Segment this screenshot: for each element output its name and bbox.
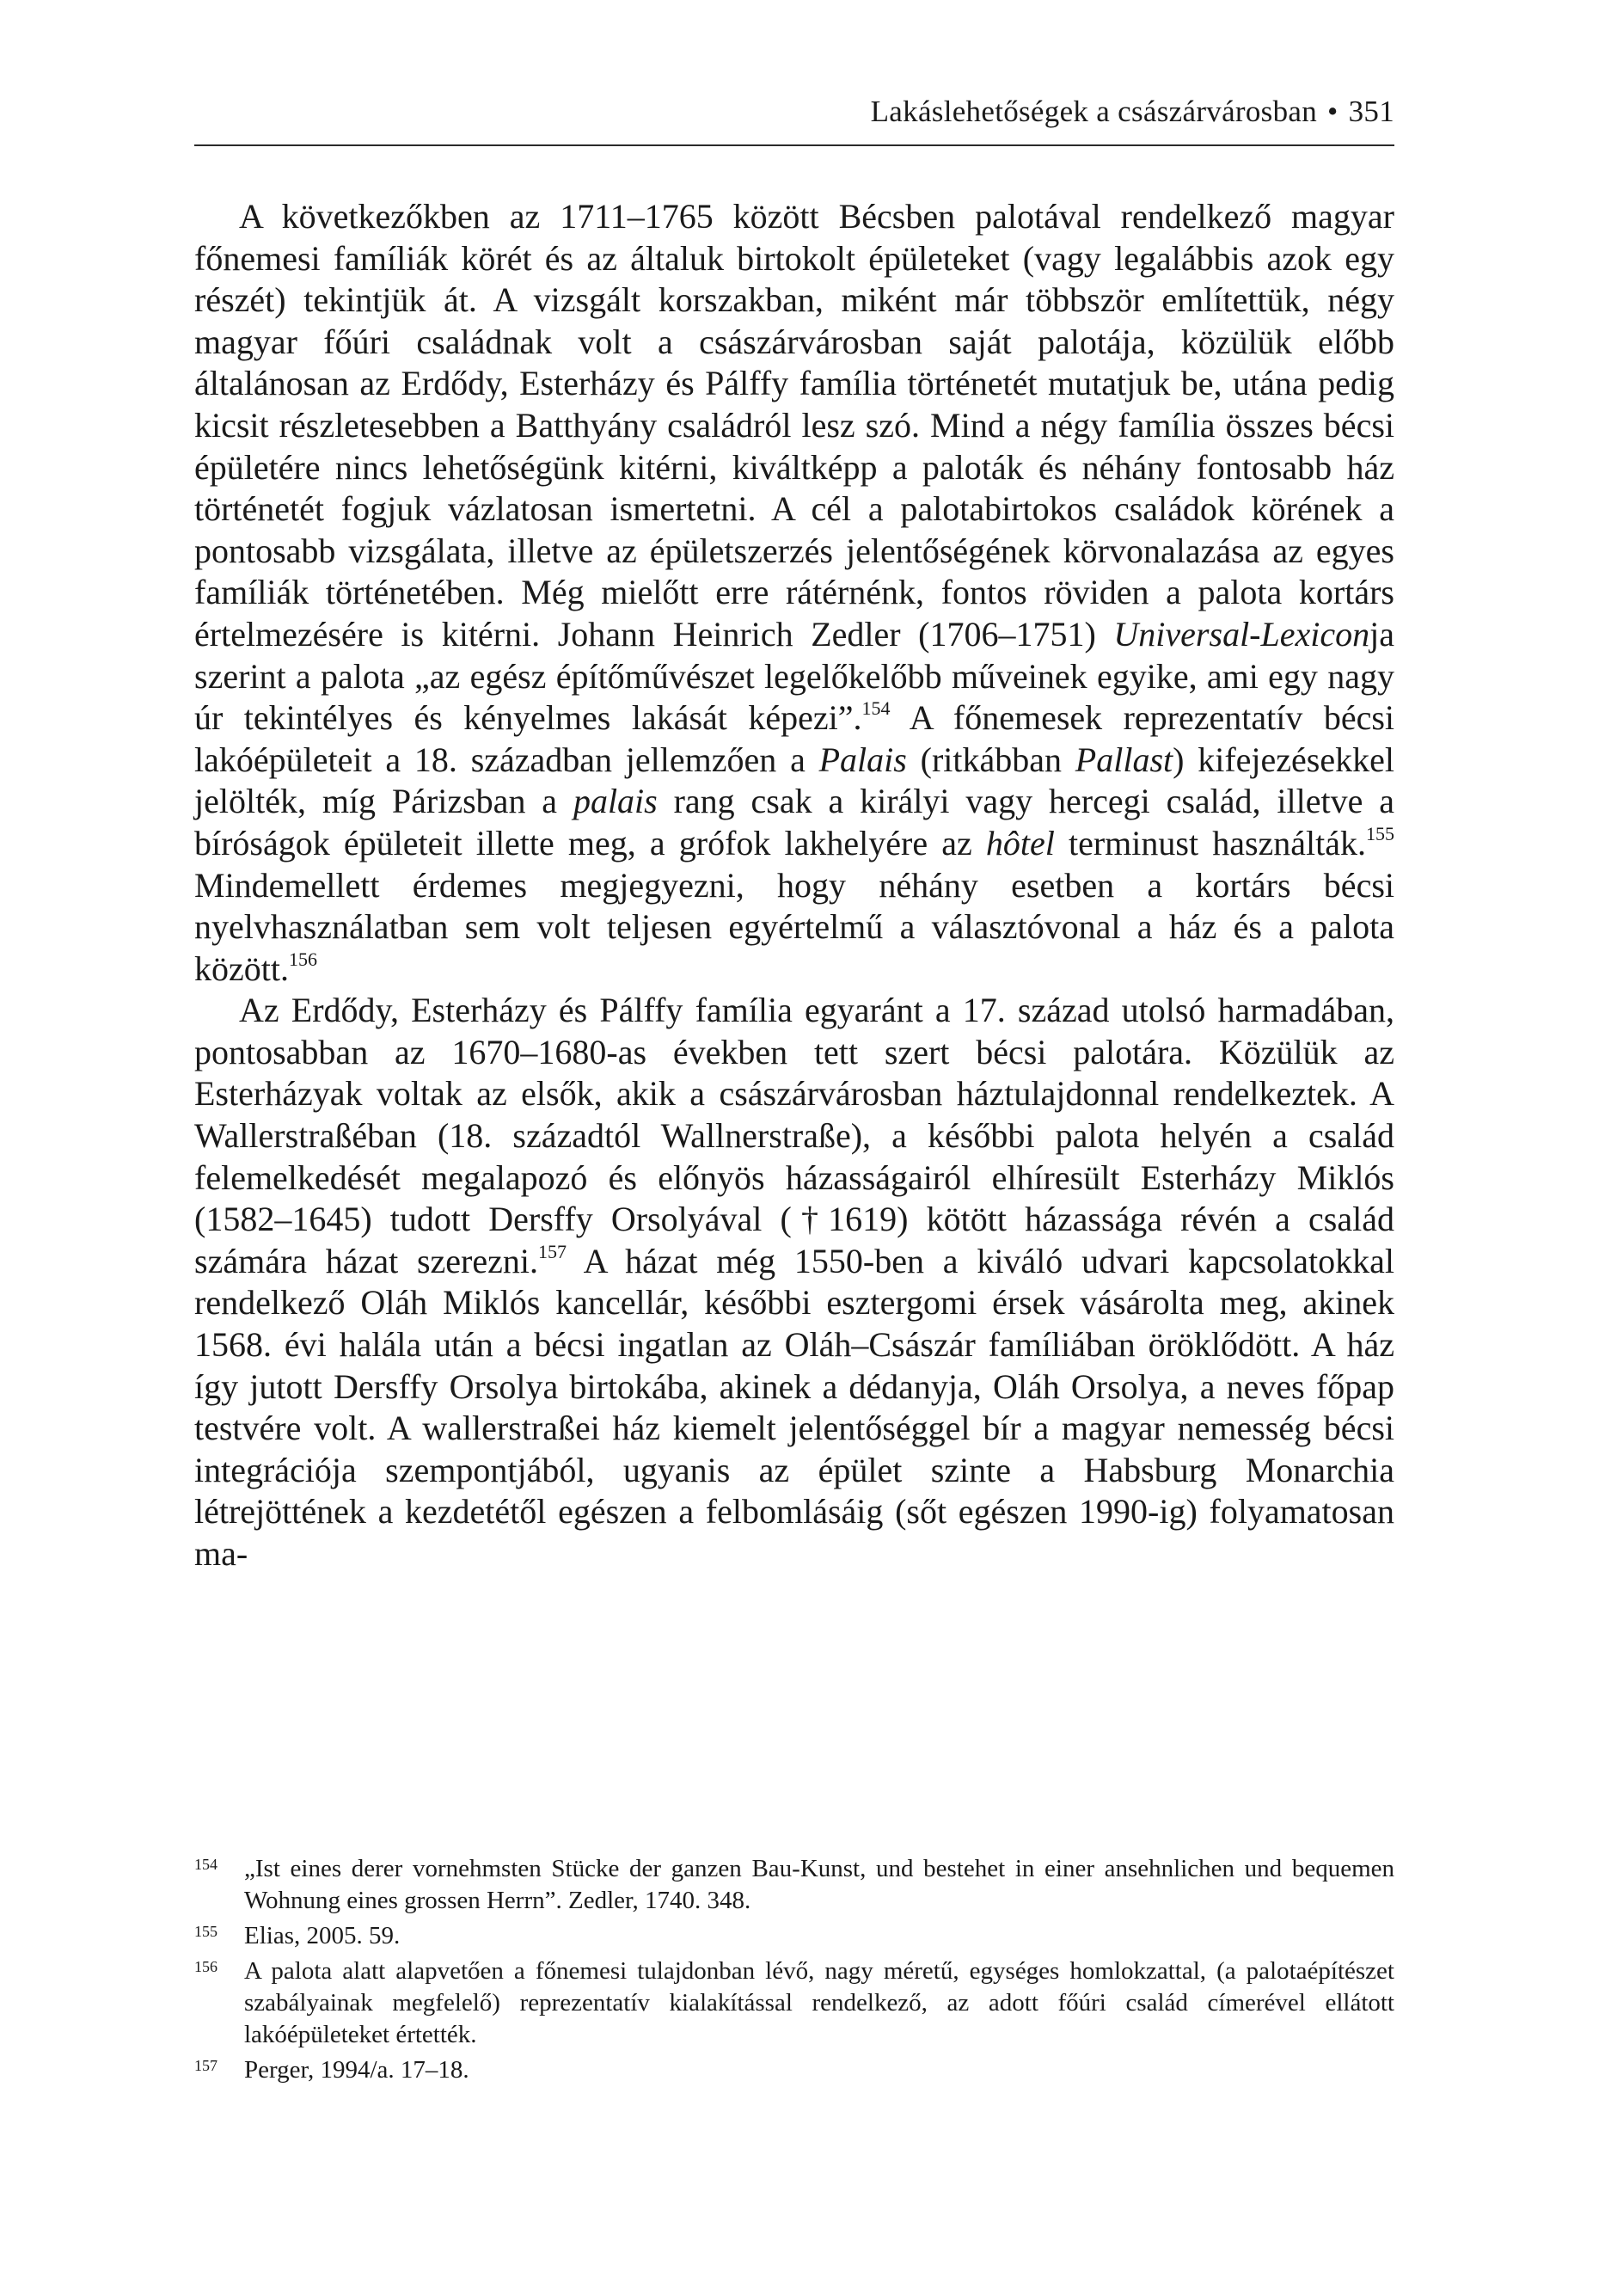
footnote-ref-157[interactable]: 157	[538, 1240, 567, 1262]
paragraph-1	[194, 196, 1394, 990]
footnote-154	[194, 1853, 1394, 1917]
p1-italic-lexicon: Universal-Lexicon	[1113, 614, 1370, 654]
p1-text-b-mid2: ) kifejezésekkel jelölték, míg Párizsban a	[194, 740, 1394, 821]
running-header	[194, 86, 1394, 146]
footnote-ref-156[interactable]: 156	[288, 948, 317, 970]
p1-text-c: Mindemellett érdemes megjegyezni, hogy néhány esetben a kortárs bécsi nyelvhasználatban sem volt teljesen egyértelmű a választóvonal a ház és a palota között.	[194, 865, 1394, 988]
p1-text-b-end: terminust használták.	[1054, 823, 1367, 863]
footnote-157	[194, 2054, 1394, 2086]
footnotes	[194, 1853, 1394, 2090]
footnote-ref-155[interactable]: 155	[1366, 822, 1395, 844]
p1-italic-palais-fr: palais	[573, 782, 658, 821]
footnote-155	[194, 1920, 1394, 1952]
p1-text-a: A következőkben az 1711–1765 között Bécsben palotával rendelkező magyar főnemesi famíliák körét és az általuk birtokolt épületeket (vagy legalábbis azok egy részét) tekintjük át. A vizsgált korszakban, miként már többször említettük, négy magyar főúri családnak volt a császárvárosban saját palotája, közülük előbb általánosan az Erdődy, Esterházy és Pálffy família történetét mutatjuk be, utána pedig kicsit részletesebben a Batthyány családról lesz szó. Mind a négy família összes bécsi épületére nincs lehetőségünk kitérni, kiváltképp a paloták és néhány fontosabb ház történetét fogjuk vázlatosan ismertetni. A cél a palotabirtokos családok körének a pontosabb vizsgálata, illetve az épületszerzés jelentőségének körvonalazása az egyes famíliák történetében. Még mielőtt erre rátérnénk, fontos röviden a palota kortárs értelmezésére is kitérni. Johann Heinrich Zedler (1706–1751)	[194, 197, 1394, 654]
header-title: Lakáslehetőségek a császárvárosban	[870, 95, 1318, 128]
p1-text-b-mid3: rang csak a királyi vagy hercegi család, illetve a bíróságok épületeit illette meg, a grófok lakhelyére az	[194, 782, 1394, 863]
footnote-156	[194, 1955, 1394, 2051]
footnote-text: Elias, 2005. 59.	[244, 1922, 401, 1949]
p1-italic-pallast: Pallast	[1075, 740, 1173, 779]
footnote-ref-154[interactable]: 154	[861, 697, 891, 720]
p1-italic-hotel: hôtel	[985, 823, 1055, 863]
header-bullet: •	[1327, 95, 1339, 128]
p1-text-b: A főnemesek reprezentatív bécsi lakóépületeit a 18. században jellemzően a	[194, 698, 1395, 779]
footnote-number: 156	[194, 1958, 217, 1975]
page-number: 351	[1348, 95, 1394, 128]
p2-text-a: Az Erdődy, Esterházy és Pálffy família egyaránt a 17. század utolsó harmadában, pontosabban az 1670–1680-as években tett szert bécsi palotára. Közülük az Esterházyak voltak az elsők, akik a császárvárosban háztulajdonnal rendelkeztek. A Wallerstraßéban (18. századtól Wallnerstraße), a későbbi palota helyén a család felemelkedését megalapozó és előnyös házasságairól elhíresült Esterházy Miklós (1582–1645) tudott Dersffy Orsolyával (†1619) kötött házassága révén a család számára házat szerezni.	[194, 991, 1394, 1280]
footnote-number: 155	[194, 1923, 217, 1940]
p2-text-b: A házat még 1550-ben a kiváló udvari kapcsolatokkal rendelkező Oláh Miklós kancellár, későbbi esztergomi érsek vásárolta meg, akinek 1568. évi halála után a bécsi ingatlan az Oláh–Császár famíliában öröklődött. A ház így jutott Dersffy Orsolya birtokába, akinek a dédanyja, Oláh Orsolya, a neves főpap testvére volt. A wallerstraßei ház kiemelt jelentőséggel bír a magyar nemesség bécsi integrációja szempontjából, ugyanis az épület szinte a Habsburg Monarchia létrejöttének a kezdetétől egészen a felbomlásáig (sőt egészen 1990-ig) folyamatosan ma-	[194, 1241, 1394, 1573]
footnote-text: „Ist eines derer vornehmsten Stücke der ganzen Bau-Kunst, und bestehet in einer ansehnlichen und bequemen Wohnung eines grossen Herrn”. Zedler, 1740. 348.	[244, 1855, 1394, 1914]
main-text	[194, 196, 1394, 1575]
p1-text-a-suffix: ja szerint a palota „az egész építőművészet legelőkelőbb műveinek egyike, ami egy nagy úr tekintélyes és kényelmes lakását képezi”.	[194, 614, 1394, 738]
footnote-number: 157	[194, 2057, 217, 2074]
footnote-text: A palota alatt alapvetően a főnemesi tulajdonban lévő, nagy méretű, egységes homlokzattal, (a palotaépítészet szabályainak megfelelő) reprezentatív kialakítással rendelkező, az adott főúri család címerével ellátott lakóépületeket értették.	[244, 1957, 1394, 2048]
paragraph-2	[194, 990, 1394, 1575]
p1-text-b-mid1: (ritkábban	[906, 740, 1075, 779]
footnote-text: Perger, 1994/a. 17–18.	[244, 2056, 469, 2084]
footnote-number: 154	[194, 1856, 217, 1873]
p1-italic-palais: Palais	[818, 740, 907, 779]
